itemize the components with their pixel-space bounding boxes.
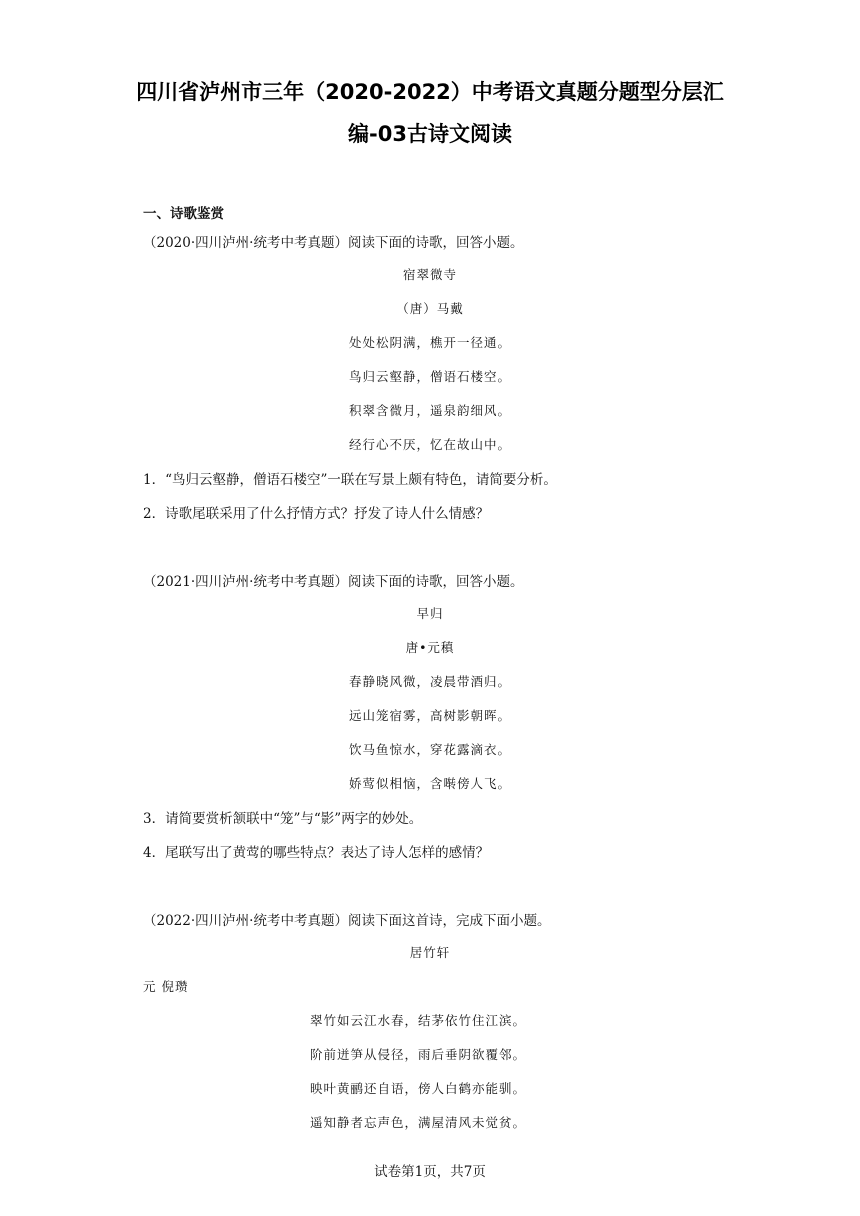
group2-poem-title: 早归 xyxy=(416,606,444,621)
section-heading: 一、诗歌鉴赏 xyxy=(143,206,224,222)
group2-verse: 春静晓风微，凌晨带酒归。 xyxy=(348,674,511,689)
group3-intro: （2022·四川泸州·统考中考真题）阅读下面这首诗，完成下面小题。 xyxy=(143,913,551,929)
question-1: 1．“鸟归云壑静，僧语石楼空”一联在写景上颇有特色，请简要分析。 xyxy=(143,472,557,488)
group1-verse: 鸟归云壑静，僧语石楼空。 xyxy=(348,369,511,384)
group2-verse: 饮马鱼惊水，穿花露滴衣。 xyxy=(348,742,511,757)
group3-verse: 翠竹如云江水春，结茅依竹住江滨。 xyxy=(310,1013,527,1028)
document-title-line-1: 四川省泸州市三年（2020-2022）中考语文真题分题型分层汇 xyxy=(136,80,724,104)
group3-verse: 遥知静者忘声色，满屋清风未觉贫。 xyxy=(310,1115,527,1130)
group1-verse: 经行心不厌，忆在故山中。 xyxy=(348,437,511,452)
group3-poem-author: 元 倪瓒 xyxy=(143,979,189,994)
group2-poem-author: 唐•元稹 xyxy=(405,640,455,655)
question-3: 3．请简要赏析颔联中“笼”与“影”两字的妙处。 xyxy=(143,811,423,827)
page-footer: 试卷第1页，共7页 xyxy=(374,1164,486,1180)
group3-poem-title: 居竹轩 xyxy=(409,945,451,960)
group1-intro: （2020·四川泸州·统考中考真题）阅读下面的诗歌，回答小题。 xyxy=(143,235,524,251)
group2-verse: 娇莺似相恼，含啭傍人飞。 xyxy=(348,776,511,791)
group3-verse: 阶前迸笋从侵径，雨后垂阴欲覆邻。 xyxy=(310,1047,527,1062)
group3-verse: 映叶黄鹂还自语，傍人白鹤亦能驯。 xyxy=(310,1081,527,1096)
question-4: 4．尾联写出了黄莺的哪些特点？表达了诗人怎样的感情？ xyxy=(143,845,490,861)
question-2: 2．诗歌尾联采用了什么抒情方式？抒发了诗人什么情感？ xyxy=(143,506,490,522)
document-title-line-2: 编-03古诗文阅读 xyxy=(348,122,512,146)
group1-verse: 积翠含微月，遥泉韵细风。 xyxy=(348,403,511,418)
group2-intro: （2021·四川泸州·统考中考真题）阅读下面的诗歌，回答小题。 xyxy=(143,574,524,590)
group1-poem-title: 宿翠微寺 xyxy=(402,267,457,282)
group2-verse: 远山笼宿雾，高树影朝晖。 xyxy=(348,708,511,723)
group1-poem-author: （唐）马戴 xyxy=(396,301,464,316)
group1-verse: 处处松阴满，樵开一径通。 xyxy=(348,335,511,350)
